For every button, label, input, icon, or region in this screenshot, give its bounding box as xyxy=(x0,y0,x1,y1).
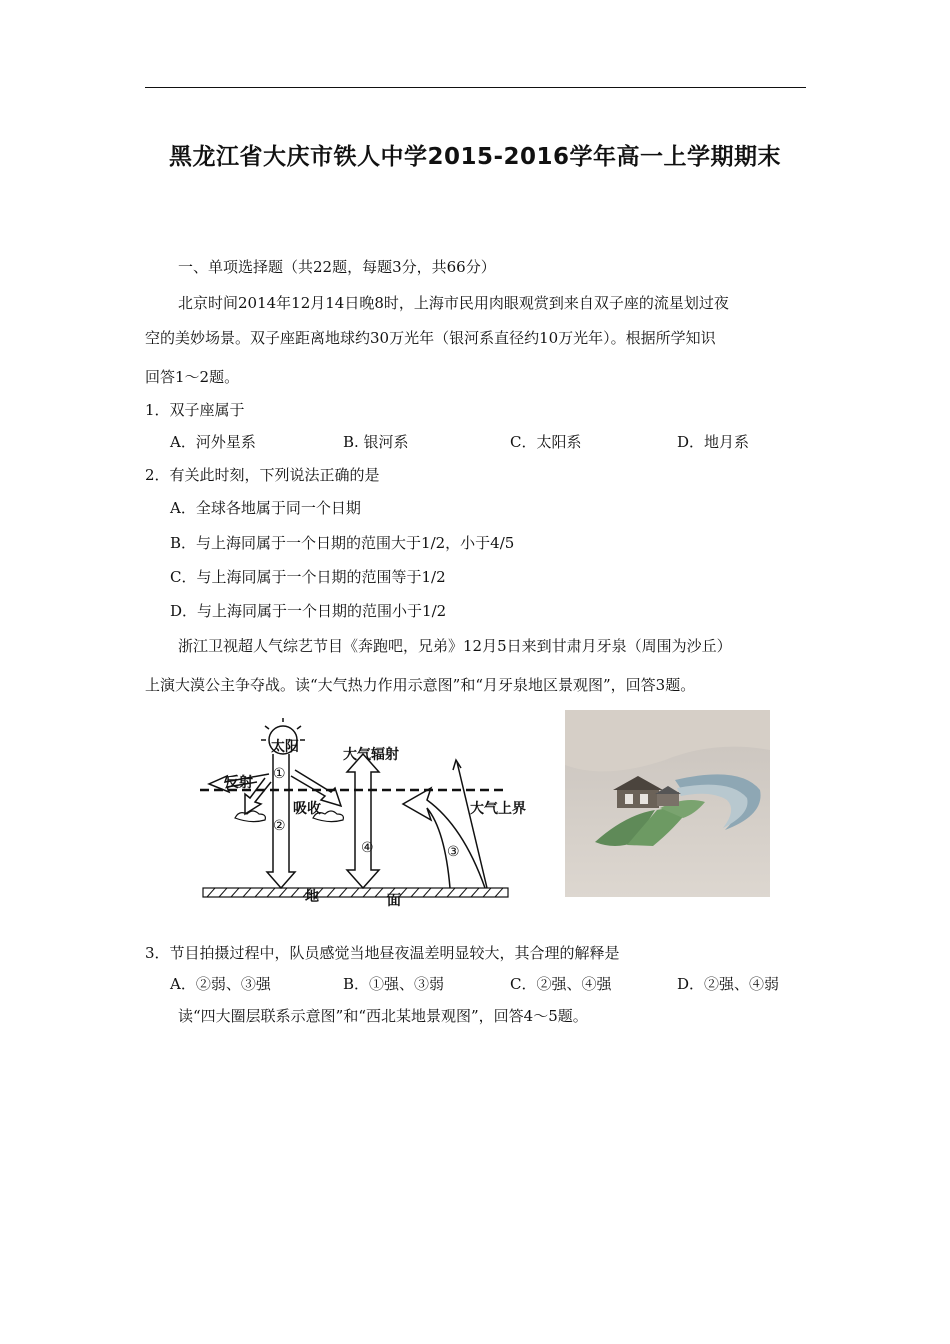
q1-stem: 1．双子座属于 xyxy=(145,401,245,419)
q3-stem: 3．节目拍摄过程中，队员感觉当地昼夜温差明显较大，其合理的解释是 xyxy=(145,944,620,962)
atmospheric-radiation-arrow xyxy=(347,754,379,888)
label-ground-1: 地 xyxy=(305,889,319,905)
label-reflect: 反射 xyxy=(225,775,253,791)
q2-option-d: D．与上海同属于一个日期的范围小于1/2 xyxy=(170,602,447,620)
q1-option-c: C．太阳系 xyxy=(510,433,582,451)
q3-option-a: A．②弱、③强 xyxy=(170,975,271,993)
q2-stem: 2．有关此时刻，下列说法正确的是 xyxy=(145,466,380,484)
q1-option-b: B. 银河系 xyxy=(343,433,409,451)
label-n4: ④ xyxy=(361,840,374,856)
passage1-line3: 回答1～2题。 xyxy=(145,368,240,386)
passage2-line2: 上演大漠公主争夺战。读“大气热力作用示意图”和“月牙泉地区景观图”，回答3题。 xyxy=(145,676,696,694)
ground-hatch xyxy=(203,888,508,897)
q3-options xyxy=(0,974,950,994)
q2-option-a: A．全球各地属于同一个日期 xyxy=(170,499,361,517)
q1-option-a: A．河外星系 xyxy=(170,433,256,451)
ground-radiation-arrow xyxy=(403,760,487,888)
label-n2: ② xyxy=(273,818,286,834)
label-ground-2: 面 xyxy=(387,893,401,909)
cloud-left-icon xyxy=(235,811,265,822)
label-absorb: 吸收 xyxy=(293,801,321,817)
label-sun: 太阳 xyxy=(271,739,299,755)
q3-option-d: D．②强、④弱 xyxy=(677,975,780,993)
atmosphere-heat-diagram xyxy=(195,710,545,910)
header-rule xyxy=(145,87,806,88)
crescent-spring-photo xyxy=(565,710,770,897)
label-n1: ① xyxy=(273,766,286,782)
section-heading: 一、单项选择题（共22题，每题3分，共66分） xyxy=(178,258,496,276)
q1-options xyxy=(0,432,950,452)
q3-option-b: B．①强、③弱 xyxy=(343,975,445,993)
label-atmospheric-radiation: 大气辐射 xyxy=(343,747,399,763)
q2-option-c: C．与上海同属于一个日期的范围等于1/2 xyxy=(170,568,446,586)
passage1-line2: 空的美妙场景。双子座距离地球约30万光年（银河系直径约10万光年）。根据所学知识 xyxy=(145,329,716,347)
q2-option-b: B．与上海同属于一个日期的范围大于1/2，小于4/5 xyxy=(170,534,515,552)
passage2-line1: 浙江卫视超人气综艺节目《奔跑吧，兄弟》12月5日来到甘肃月牙泉（周围为沙丘） xyxy=(178,637,732,655)
label-n3: ③ xyxy=(447,844,460,860)
q1-option-d: D．地月系 xyxy=(677,433,750,451)
passage1-line1: 北京时间2014年12月14日晚8时，上海市民用肉眼观赏到来自双子座的流星划过夜 xyxy=(178,294,729,312)
q3-option-c: C．②强、④强 xyxy=(510,975,612,993)
passage3-line1: 读“四大圈层联系示意图”和“西北某地景观图”，回答4～5题。 xyxy=(178,1007,588,1025)
document-title: 黑龙江省大庆市铁人中学2015-2016学年高一上学期期末 xyxy=(168,144,782,170)
label-upper-boundary: 大气上界 xyxy=(470,801,526,817)
